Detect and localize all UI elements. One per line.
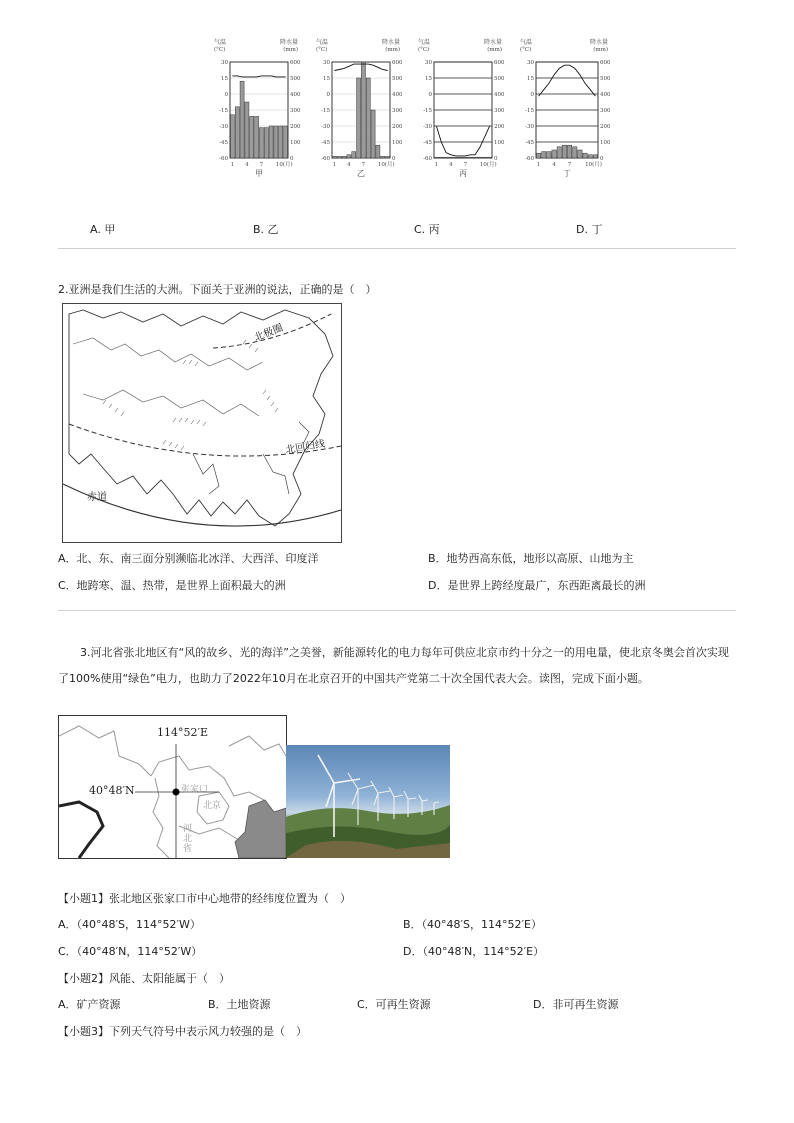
temp-axis-title: 气温 [316, 39, 329, 46]
rain-tick-label: 100 [392, 140, 402, 146]
rain-tick-label: 200 [392, 124, 402, 130]
month-tick-label: 1 [434, 162, 439, 168]
rainfall-bar [557, 147, 561, 158]
rainfall-bar [250, 116, 254, 158]
rain-tick-label: 0 [494, 156, 498, 162]
rain-axis-title: 降水量 [279, 39, 298, 46]
month-tick-label: 4 [449, 162, 453, 168]
divider [58, 610, 736, 611]
rainfall-bar [332, 156, 336, 158]
month-tick-label: 7 [361, 162, 366, 168]
q1-option-c[interactable]: C. 丙 [414, 223, 440, 236]
month-tick-label: 10(月) [275, 162, 293, 168]
tropic-label: 北回归线 [284, 438, 326, 457]
rain-tick-label: 500 [290, 76, 300, 82]
temp-axis-unit: (°C) [520, 47, 532, 53]
temp-tick-label: -15 [525, 108, 534, 114]
rainfall-bar [255, 116, 259, 158]
temp-tick-label: 15 [425, 76, 432, 82]
temperature-line [334, 64, 387, 70]
rainfall-bar [245, 102, 249, 158]
temp-axis-title: 气温 [214, 39, 227, 46]
rain-tick-label: 300 [392, 108, 402, 114]
zhangjiakou-map [58, 715, 287, 859]
rain-tick-label: 200 [494, 124, 504, 130]
rainfall-bar [376, 145, 380, 158]
month-tick-label: 1 [536, 162, 541, 168]
rainfall-bar [468, 157, 472, 158]
rainfall-bar [459, 157, 463, 158]
climate-chart-ding [518, 36, 610, 181]
climate-chart-jia-svg [212, 36, 300, 181]
month-tick-label: 7 [259, 162, 264, 168]
q3-sub3-stem: 【小题3】下列天气符号中表示风力较强的是（ ） [58, 1025, 307, 1038]
month-tick-label: 1 [230, 162, 235, 168]
rain-tick-label: 200 [290, 124, 300, 130]
rain-tick-label: 100 [600, 140, 610, 146]
rainfall-bar [488, 157, 492, 158]
month-tick-label: 4 [347, 162, 351, 168]
rainfall-bar [381, 156, 385, 158]
temp-tick-label: -30 [525, 124, 534, 130]
temp-tick-label: 0 [224, 92, 228, 98]
temp-tick-label: -45 [423, 140, 432, 146]
rainfall-bar [284, 126, 288, 158]
wind-turbine-photo [286, 745, 450, 858]
rain-tick-label: 600 [290, 60, 300, 66]
rainfall-bar [235, 107, 239, 158]
rainfall-bar [444, 157, 448, 158]
asia-map [62, 303, 342, 543]
city-label: 张家口 [181, 785, 209, 795]
temp-tick-label: 15 [221, 76, 228, 82]
rainfall-bar [357, 78, 361, 158]
month-tick-label: 4 [552, 162, 556, 168]
q2-option-b[interactable]: B．地势西高东低，地形以高原、山地为主 [428, 552, 634, 565]
rain-tick-label: 400 [290, 92, 300, 98]
temperature-line [232, 76, 285, 77]
climate-chart-bing-svg [416, 36, 504, 181]
month-tick-label: 10(月) [377, 162, 395, 168]
rainfall-bar [386, 156, 390, 158]
longitude-label: 114°52′E [157, 726, 209, 739]
rain-axis-title: 降水量 [381, 39, 400, 46]
temp-tick-label: -30 [219, 124, 228, 130]
beijing-label: 北京 [203, 801, 222, 811]
rain-tick-label: 0 [392, 156, 396, 162]
climate-chart-yi [314, 36, 402, 181]
rainfall-bar [536, 153, 540, 158]
rain-axis-unit: (mm) [487, 47, 502, 53]
temp-tick-label: 0 [428, 92, 432, 98]
rainfall-bar [578, 150, 582, 158]
q3-sub1-option-c[interactable]: C．（40°48′N，114°52′W） [58, 945, 203, 958]
month-tick-label: 10(月) [585, 162, 602, 168]
rain-tick-label: 100 [290, 140, 300, 146]
rainfall-bar [347, 155, 351, 158]
rainfall-bar [583, 153, 587, 158]
temp-axis-unit: (°C) [316, 47, 328, 53]
arctic-circle-label: 北极圈 [252, 322, 285, 345]
rain-tick-label: 400 [494, 92, 504, 98]
climate-chart-yi-svg [314, 36, 402, 181]
month-tick-label: 10(月) [479, 162, 497, 168]
rainfall-bar [463, 157, 467, 158]
rain-tick-label: 400 [600, 92, 610, 98]
temp-tick-label: -15 [321, 108, 330, 114]
rain-axis-unit: (mm) [283, 47, 298, 53]
temp-tick-label: 30 [323, 60, 330, 66]
rainfall-bar [366, 78, 370, 158]
rainfall-bar [342, 156, 346, 158]
rain-tick-label: 500 [600, 76, 610, 82]
rain-tick-label: 300 [600, 108, 610, 114]
rain-tick-label: 200 [600, 124, 610, 130]
temp-tick-label: -60 [423, 156, 432, 162]
equator-label: 赤道 [87, 492, 107, 503]
rain-tick-label: 500 [392, 76, 402, 82]
q1-option-d[interactable]: D. 丁 [576, 223, 603, 236]
q3-sub2-option-d[interactable]: D．非可再生资源 [533, 998, 619, 1011]
turbines-svg [286, 745, 450, 858]
temp-tick-label: -15 [219, 108, 228, 114]
q3-sub2-stem: 【小题2】风能、太阳能属于（ ） [58, 972, 230, 985]
temp-tick-label: -60 [219, 156, 228, 162]
q3-intro: 3.河北省张北地区有“风的故乡、光的海洋”之美誉，新能源转化的电力每年可供应北京市约十分之一的用电量，使北京冬奥会首次实现了100%使用“绿色”电力，也助力了2022年10月在北京召开的中国共产党第二十次全国代表大会。读图，完成下面小题。 [58, 646, 729, 685]
temperature-line [436, 126, 489, 156]
rainfall-bar [552, 150, 556, 158]
rainfall-bar [264, 128, 268, 158]
asia-map-svg [63, 304, 341, 542]
rainfall-bar [588, 155, 592, 158]
rainfall-bar [230, 115, 234, 158]
hebei-label: 河北省 [183, 824, 193, 854]
rainfall-bar [439, 157, 443, 158]
temp-tick-label: 0 [326, 92, 330, 98]
rainfall-bar [434, 157, 438, 158]
q1-option-b[interactable]: B. 乙 [253, 223, 279, 236]
rainfall-bar [279, 126, 283, 158]
rain-tick-label: 400 [392, 92, 402, 98]
temp-tick-label: 15 [323, 76, 330, 82]
rain-axis-title: 降水量 [589, 39, 608, 46]
rainfall-bar [259, 128, 263, 158]
rain-tick-label: 500 [494, 76, 504, 82]
rain-tick-label: 600 [494, 60, 504, 66]
temp-axis-unit: (°C) [418, 47, 430, 53]
rainfall-bar [473, 157, 477, 158]
rainfall-bar [562, 145, 566, 158]
rain-axis-unit: (mm) [593, 47, 608, 53]
rainfall-bar [269, 126, 273, 158]
temp-tick-label: 0 [530, 92, 534, 98]
temp-tick-label: 30 [425, 60, 432, 66]
q2-option-d[interactable]: D．是世界上跨经度最广，东西距离最长的洲 [428, 579, 646, 592]
rainfall-bar [449, 157, 453, 158]
rainfall-bar [454, 157, 458, 158]
rain-tick-label: 0 [600, 156, 604, 162]
divider [58, 248, 736, 249]
q3-sub1-stem: 【小题1】张北地区张家口市中心地带的经纬度位置为（ ） [58, 892, 351, 905]
temp-tick-label: 30 [221, 60, 228, 66]
temp-tick-label: -60 [525, 156, 534, 162]
rain-tick-label: 600 [392, 60, 402, 66]
chart-name-label: 乙 [357, 169, 365, 178]
month-tick-label: 7 [463, 162, 468, 168]
chart-name-label: 丙 [459, 169, 467, 178]
q2-stem: 2.亚洲是我们生活的大洲。下面关于亚洲的说法，正确的是（ ） [58, 283, 377, 296]
rain-tick-label: 300 [290, 108, 300, 114]
climate-chart-bing [416, 36, 504, 181]
rainfall-bar [567, 145, 571, 158]
q3-sub2-option-b[interactable]: B．土地资源 [208, 998, 271, 1011]
rain-tick-label: 100 [494, 140, 504, 146]
temp-tick-label: -60 [321, 156, 330, 162]
climate-chart-jia [212, 36, 300, 181]
temp-tick-label: 30 [527, 60, 534, 66]
rainfall-bar [240, 81, 244, 158]
rainfall-bar [361, 62, 365, 158]
rainfall-bar [547, 152, 551, 158]
q1-option-a[interactable]: A. 甲 [90, 223, 116, 236]
q3-sub1-option-b[interactable]: B．（40°48′S，114°52′E） [403, 918, 542, 931]
rainfall-bar [478, 157, 482, 158]
chart-name-label: 丁 [563, 169, 571, 178]
temp-axis-unit: (°C) [214, 47, 226, 53]
month-tick-label: 7 [567, 162, 572, 168]
temp-tick-label: -45 [321, 140, 330, 146]
rainfall-bar [352, 152, 356, 158]
month-tick-label: 4 [245, 162, 249, 168]
rain-axis-title: 降水量 [483, 39, 502, 46]
rainfall-bar [483, 157, 487, 158]
rainfall-bar [593, 155, 597, 158]
chart-name-label: 甲 [255, 169, 263, 178]
rainfall-bar [337, 156, 341, 158]
q3-sub1-option-a[interactable]: A．（40°48′S，114°52′W） [58, 918, 201, 931]
q3-sub2-option-a[interactable]: A．矿产资源 [58, 998, 121, 1011]
temp-tick-label: 15 [527, 76, 534, 82]
rain-tick-label: 0 [290, 156, 294, 162]
temp-tick-label: -15 [423, 108, 432, 114]
rainfall-bar [542, 152, 546, 158]
rainfall-bar [274, 126, 278, 158]
temperature-line [539, 65, 596, 96]
temp-tick-label: -45 [219, 140, 228, 146]
latitude-label: 40°48′N [89, 784, 135, 797]
rainfall-bar [573, 147, 577, 158]
q3-sub1-option-d[interactable]: D．（40°48′N，114°52′E） [403, 945, 545, 958]
temp-tick-label: -30 [423, 124, 432, 130]
temp-tick-label: -45 [525, 140, 534, 146]
rainfall-bar [371, 110, 375, 158]
q2-option-a[interactable]: A．北、东、南三面分别濒临北冰洋、大西洋、印度洋 [58, 552, 319, 565]
rain-tick-label: 600 [600, 60, 610, 66]
q2-option-c[interactable]: C．地跨寒、温、热带，是世界上面积最大的洲 [58, 579, 286, 592]
temp-axis-title: 气温 [418, 39, 431, 46]
temp-axis-title: 气温 [520, 39, 533, 46]
rain-tick-label: 300 [494, 108, 504, 114]
month-tick-label: 1 [332, 162, 337, 168]
rain-axis-unit: (mm) [385, 47, 400, 53]
temp-tick-label: -30 [321, 124, 330, 130]
climate-chart-ding-svg [518, 36, 610, 181]
q3-sub2-option-c[interactable]: C．可再生资源 [357, 998, 431, 1011]
